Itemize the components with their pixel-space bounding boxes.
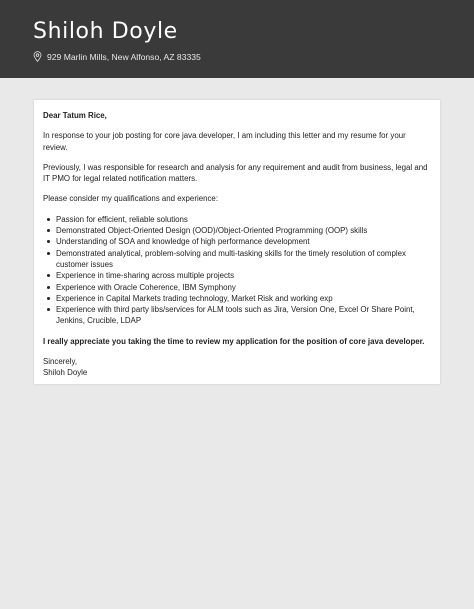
cover-letter-card <box>34 100 440 384</box>
letter-greeting: Dear Tatum Rice, <box>43 111 107 120</box>
applicant-name: Shiloh Doyle <box>33 19 178 44</box>
resume-header <box>0 0 474 78</box>
list-item: Demonstrated Object-Oriented Design (OOD)/Object-Oriented Programming (OOP) skills <box>43 225 431 236</box>
letter-closing: I really appreciate you taking the time to review my application for the position of core java developer. <box>43 336 425 346</box>
list-item: Experience in time-sharing across multiple projects <box>43 270 431 281</box>
list-item: Passion for efficient, reliable solutions <box>43 214 431 225</box>
qualifications-list <box>43 214 431 327</box>
letter-consider: Please consider my qualifications and experience: <box>43 194 219 204</box>
list-item: Understanding of SOA and knowledge of high performance development <box>43 236 431 247</box>
letter-signoff: Sincerely, <box>43 357 78 367</box>
location-pin-icon <box>33 51 42 62</box>
letter-signature: Shiloh Doyle <box>43 368 88 378</box>
list-item: Experience with third party libs/services for ALM tools such as Jira, Version One, Excel Or Share Point, Jenkins, Crucible, LDAP <box>43 304 431 327</box>
letter-intro: In response to your job posting for core java developer, I am including this letter and my resume for your review. <box>43 131 406 152</box>
list-item: Experience with Oracle Coherence, IBM Symphony <box>43 282 431 293</box>
letter-previous-role: Previously, I was responsible for research and analysis for any requirement and audit from business, legal and IT PMO for legal related notification matters. <box>43 162 428 184</box>
list-item: Demonstrated analytical, problem-solving and multi-tasking skills for the timely resolution of complex customer issues <box>43 248 431 271</box>
list-item: Experience in Capital Markets trading technology, Market Risk and working exp <box>43 293 431 304</box>
address-line <box>33 51 474 62</box>
address-text: 929 Marlin Mills, New Alfonso, AZ 83335 <box>47 51 201 62</box>
